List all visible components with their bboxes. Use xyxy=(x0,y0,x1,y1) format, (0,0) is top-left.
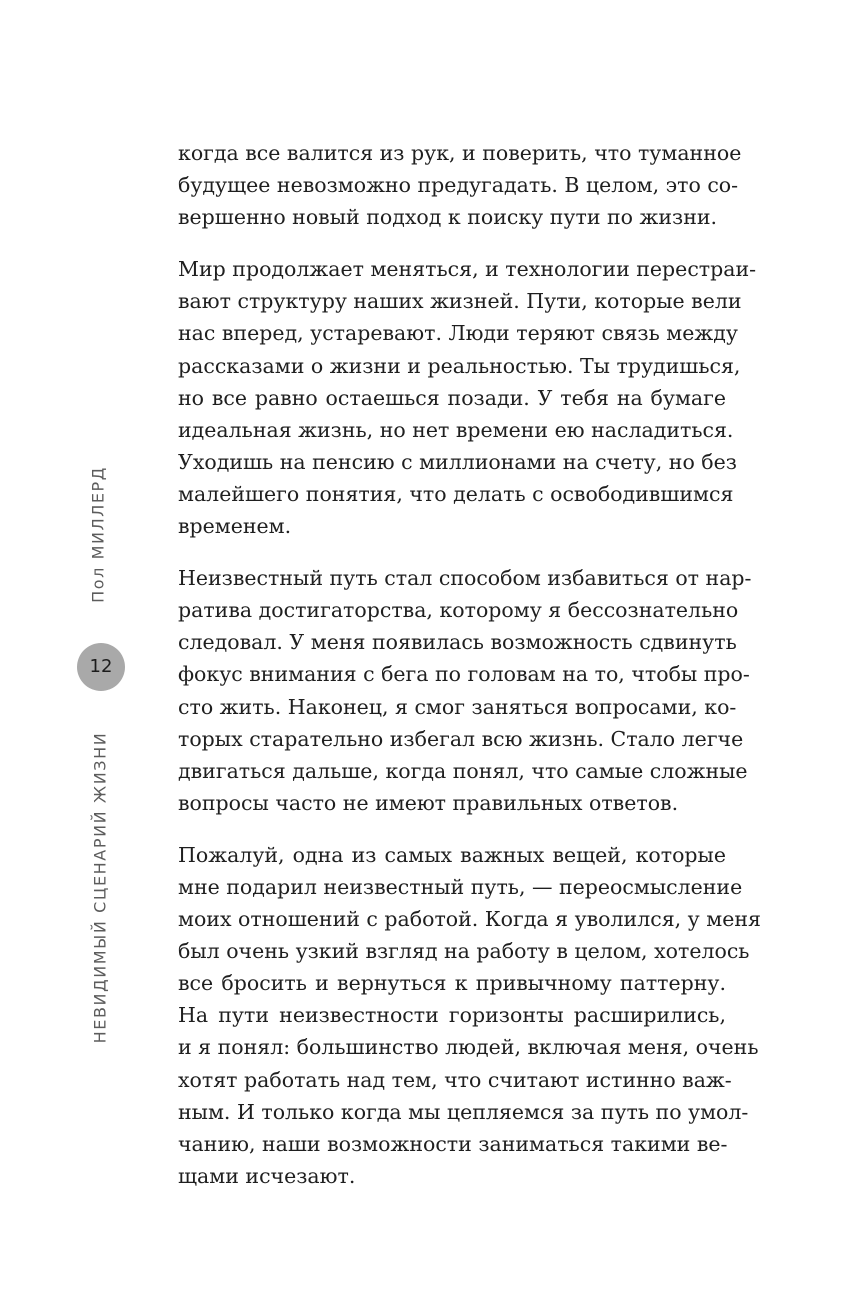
text-line: сто жить. Наконец, я смог заняться вопросами, ко- xyxy=(178,694,737,719)
text-line: Мир продолжает меняться, и технологии перестраи- xyxy=(178,257,757,282)
running-header-author: Пол МИЛЛЕРД xyxy=(88,466,108,603)
text-line: На пути неизвестности горизонты расширились, xyxy=(178,1003,726,1028)
paragraph xyxy=(178,137,742,233)
text-line: вают структуру наших жизней. Пути, которые вели xyxy=(178,289,742,314)
text-line: мне подарил неизвестный путь, — переосмысление xyxy=(178,874,743,899)
running-header-book-title: НЕВИДИМЫЙ СЦЕНАРИЙ ЖИЗНИ xyxy=(90,731,110,1044)
text-line: идеальная жизнь, но нет времени ею насладиться. xyxy=(178,417,734,442)
text-line: был очень узкий взгляд на работу в целом, хотелось xyxy=(178,939,750,964)
text-line: двигаться дальше, когда понял, что самые сложные xyxy=(178,758,748,783)
text-line: вопросы часто не имеют правильных ответов. xyxy=(178,790,679,815)
text-line: Неизвестный путь стал способом избавиться от нар- xyxy=(178,566,752,591)
text-line: малейшего понятия, что делать с освободившимся xyxy=(178,481,734,506)
text-line: временем. xyxy=(178,514,292,539)
text-line: чанию, наши возможности заниматься такими ве- xyxy=(178,1131,728,1156)
text-line: нас вперед, устаревают. Люди теряют связь между xyxy=(178,321,738,346)
paragraph xyxy=(178,253,757,542)
text-line: Пожалуй, одна из самых важных вещей, которые xyxy=(178,842,726,867)
text-line: вершенно новый подход к поиску пути по жизни. xyxy=(178,205,718,230)
text-line: хотят работать над тем, что считают истинно важ- xyxy=(178,1067,732,1092)
body-text xyxy=(178,137,761,1212)
page-number-badge: 12 xyxy=(77,643,125,691)
text-line: рассказами о жизни и реальностью. Ты трудишься, xyxy=(178,353,741,378)
text-line: торых старательно избегал всю жизнь. Стало легче xyxy=(178,726,744,751)
text-line: фокус внимания с бега по головам на то, чтобы про- xyxy=(178,662,750,687)
text-line: будущее невозможно предугадать. В целом, это со- xyxy=(178,173,739,198)
text-line: Уходишь на пенсию с миллионами на счету, но без xyxy=(178,449,737,474)
text-line: ратива достигаторства, которому я бессознательно xyxy=(178,598,739,623)
text-line: ным. И только когда мы цепляемся за путь по умол- xyxy=(178,1099,749,1124)
paragraph xyxy=(178,562,752,819)
text-line: щами исчезают. xyxy=(178,1163,356,1188)
paragraph xyxy=(178,839,761,1192)
text-line: следовал. У меня появилась возможность сдвинуть xyxy=(178,630,737,655)
text-line: но все равно остаешься позади. У тебя на бумаге xyxy=(178,385,726,410)
text-line: и я понял: большинство людей, включая меня, очень xyxy=(178,1035,759,1060)
text-line: когда все валится из рук, и поверить, что туманное xyxy=(178,141,742,165)
text-line: все бросить и вернуться к привычному паттерну. xyxy=(178,971,726,996)
text-line: моих отношений с работой. Когда я уволился, у меня xyxy=(178,907,761,932)
